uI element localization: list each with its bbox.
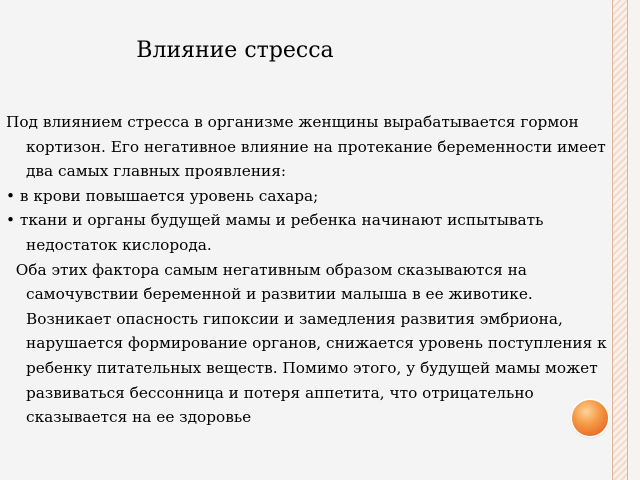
side-band-edge <box>628 0 640 480</box>
consequences-paragraph: Оба этих фактора самым негативным образом сказываются на самочувствии беременной и развитии малыша в ее животике. Возникает опасность гипоксии и замедления развития эмбриона, нарушается формирование органов, снижается уровень поступления к ребенку питательных веществ. Помимо этого, у будущей мамы может развиваться бессонница и потеря аппетита, что отрицательно сказывается на ее здоровье <box>6 260 612 427</box>
bullet-oxygen: • ткани и органы будущей мамы и ребенка начинают испытывать недостаток кислорода. <box>6 211 544 254</box>
slide-body <box>6 110 614 430</box>
slide-title: Влияние стресса <box>136 38 334 63</box>
bullet-sugar: • в крови повышается уровень сахара; <box>6 186 319 205</box>
intro-paragraph: Под влиянием стресса в организме женщины вырабатывается гормон кортизон. Его негативное влияние на протекание беременности имеет два самых главных проявления: <box>6 113 606 181</box>
decorative-side-band <box>612 0 628 480</box>
